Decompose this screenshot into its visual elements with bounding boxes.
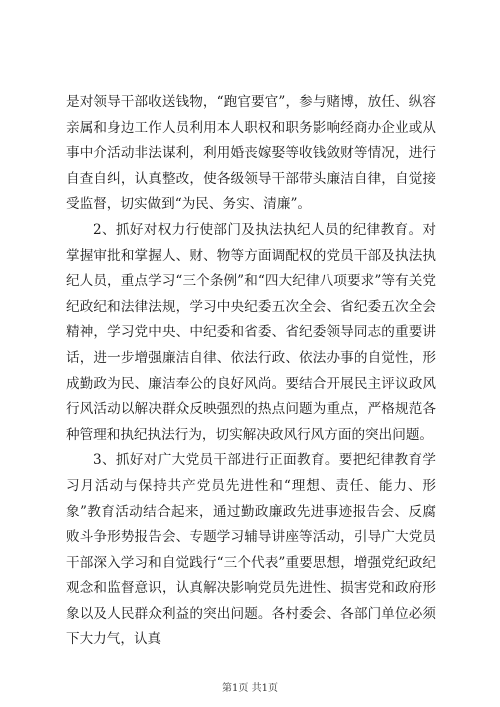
paragraph-continuation: 是对领导干部收送钱物，“跑官要官”，参与赌博，放任、纵容亲属和身边工作人员利用本人职权和职务影响经商办企业或从事中介活动非法谋利，利用婚丧嫁娶等收钱敛财等情况，进行自查自纠，认真整改，使各级领导干部带头廉洁自律，自觉接受监督，切实做到“为民、务实、清廉”。 bbox=[66, 94, 436, 213]
page-footer: 第1页 共1页 bbox=[222, 683, 278, 694]
paragraph-item-2: 2、抓好对权力行使部门及执法执纪人员的纪律教育。对掌握审批和掌握人、财、物等方面调配权的党员干部及执法执纪人员，重点学习“三个条例”和“四大纪律八项要求”等有关党纪政纪和法律法规，学习中央纪委五次全会、省纪委五次全会精神，学习党中央、中纪委和省委、省纪委领导同志的重要讲话，进一步增强廉洁自律、依法行政、依法办事的自觉性，形成勤政为民、廉洁奉公的良好风尚。要结合开展民主评议政风行风活动以解决群众反映强烈的热点问题为重点，严格规范各种管理和执纪执法行为，切实解决政风行风方面的突出问题。 bbox=[66, 221, 436, 443]
body-text bbox=[66, 90, 436, 653]
paragraph-item-3: 3、抓好对广大党员干部进行正面教育。要把纪律教育学习月活动与保持共产党员先进性和“理想、责任、能力、形象”教育活动结合起来，通过勤政廉政先进事迹报告会、反腐败斗争形势报告会、专题学习辅导讲座等活动，引导广大党员干部深入学习和自觉践行“三个代表”重要思想，增强党纪政纪观念和监督意识，认真解决影响党员先进性、损害党和政府形象以及人民群众利益的突出问题。各村委会、各部门单位必须下大力气，认真 bbox=[66, 452, 436, 648]
